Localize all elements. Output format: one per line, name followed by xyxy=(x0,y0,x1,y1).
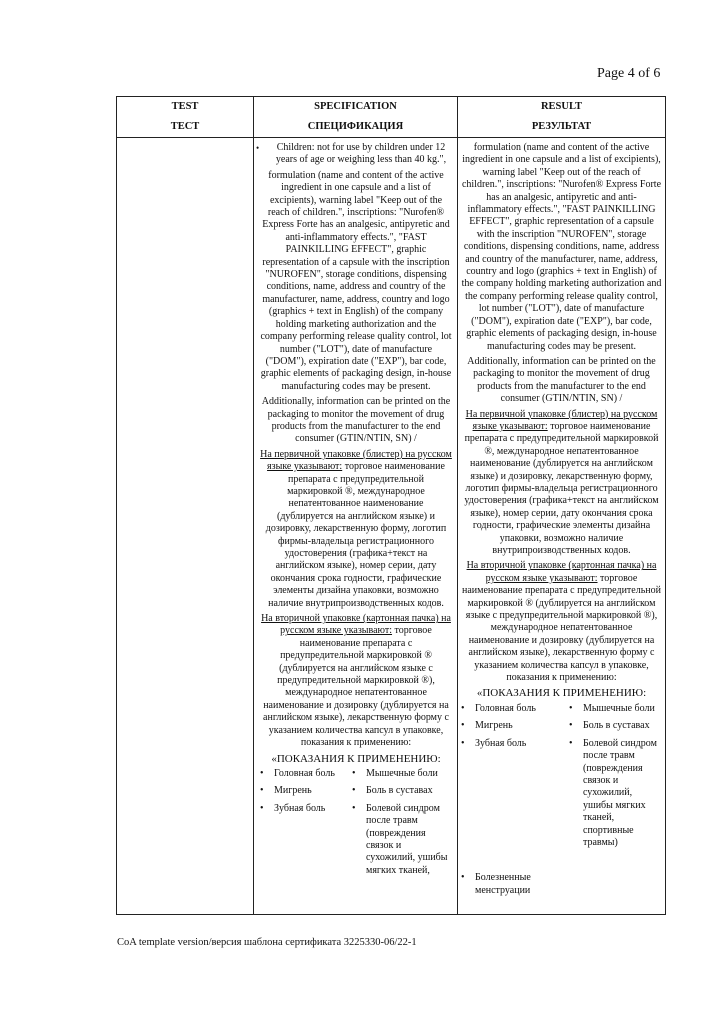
header-result xyxy=(458,97,666,138)
bullet-icon: • xyxy=(461,720,465,732)
specification-cell xyxy=(254,138,458,915)
spec-symptoms-list-1 xyxy=(260,768,352,882)
spec-primary-text: торговое наименование препарата с предупредительной маркировкой ®, международное непатентованное наименование (дублируется на английском языке) и дозировку, лекарственную форму, логотип фирмы-владельца регистрационного удостоверения (графика+текст на английском языке), номер серии, дату окончания срока годности, графические элементы дизайна упаковки, возможно наличие внутрипроизводственных кодов. xyxy=(265,461,447,609)
bullet-icon: • xyxy=(569,720,573,732)
header-test xyxy=(117,97,254,138)
specification-table xyxy=(116,96,666,915)
bullet-icon: • xyxy=(260,785,264,797)
result-secondary-heading: На вторичной упаковке (картонная пачка) на русском языке указывают: xyxy=(466,560,657,584)
spec-secondary-packaging xyxy=(260,613,452,749)
spec-primary-packaging xyxy=(260,449,452,610)
list-item: • Зубная боль xyxy=(260,802,326,814)
spec-formulation: formulation (name and content of the active ingredient in one capsule and a list of excipients), warning label "Keep out of the reach of children.", inscriptions: "Nurofen® Express Forte has an analgesic, antipyretic and anti-inflammatory effects.", "FAST PAINKILLING EFFECT", graphic representation of a capsule with the inscription "NUROFEN", storage conditions, dispensing conditions, name, address and country of the manufacturer, name, address, country and logo (graphics + text in English) of the company holding marketing authorization and the company performing release quality control, lot number ("LOT"), date of manufacture ("DOM"), expiration date ("EXP"), bar code, graphic elements of packaging design, in-house manufacturing codes may be present. xyxy=(260,169,452,392)
spec-secondary-heading: На вторичной упаковке (картонная пачка) на русском языке указывают: xyxy=(261,613,451,637)
result-symptoms-extra xyxy=(461,872,662,902)
header-result-en: RESULT xyxy=(540,101,583,112)
table-header-row xyxy=(117,97,666,138)
spec-indications-title: «ПОКАЗАНИЯ К ПРИМЕНЕНИЮ: xyxy=(271,752,441,765)
children-warning: • Children: not for use by children under 12 years of age or weighing less than 40 kg.", xyxy=(256,142,447,166)
bullet-icon: • xyxy=(461,872,465,884)
spec-symptoms-list-2 xyxy=(352,768,448,882)
list-item: • Боль в суставах xyxy=(569,720,650,732)
header-specification xyxy=(254,97,458,138)
result-symptoms-list-1 xyxy=(461,703,569,854)
spec-primary-heading: На первичной упаковке (блистер) на русском языке указывают: xyxy=(260,448,452,473)
bullet-icon: • xyxy=(569,702,573,714)
result-secondary-packaging xyxy=(461,560,662,684)
bullet-icon: • xyxy=(569,737,573,749)
bullet-icon: • xyxy=(352,785,356,797)
list-item: • Болезненные менструации xyxy=(461,872,531,896)
page-number: Page 4 of 6 xyxy=(597,66,661,81)
list-item: • Болевой синдром после травм (повреждения связок и сухожилий, ушибы мягких тканей, xyxy=(352,802,448,876)
list-item: • Зубная боль xyxy=(461,737,527,749)
result-formulation: formulation (name and content of the active ingredient in one capsule and a list of excipients), warning label "Keep out of the reach of children.", inscriptions: "Nurofen® Express Forte has an analgesic, antipyretic and anti-inflammatory effects.", "FAST PAINKILLING EFFECT", graphic representation of a capsule with the inscription "NUROFEN", storage conditions, dispensing conditions, name, address and country of the manufacturer, name, address, country and logo (graphics + text in English) of the company holding marketing authorization and the company performing release quality control, lot number ("LOT"), date of manufacture ("DOM"), expiration date ("EXP"), bar code, graphic elements of packaging design, in-house manufacturing codes may be present. xyxy=(461,142,662,352)
header-test-ru: ТЕСТ xyxy=(170,121,200,132)
footer-template-version: CoA template version/версия шаблона сертификата 3225330-06/22-1 xyxy=(117,937,417,948)
header-result-ru: РЕЗУЛЬТАТ xyxy=(531,121,592,132)
spec-secondary-text: торговое наименование препарата с предупредительной маркировкой ® (дублируется на английском языке с предупредительной маркировкой ®), международное непатентованное наименование и дозировку (дублируется на английском языке), лекарственную форму с указанием количества капсул в упаковке, показания к применению: xyxy=(263,625,449,749)
list-item: • Головная боль xyxy=(461,702,536,714)
list-item: • Боль в суставах xyxy=(352,785,433,797)
result-additionally: Additionally, information can be printed on the packaging to monitor the movement of drug products from the manufacturer to the end consumer (GTIN/NTIN, SN) / xyxy=(467,355,656,405)
list-item: • Мышечные боли xyxy=(352,767,438,779)
bullet-icon: • xyxy=(461,737,465,749)
list-item: • Головная боль xyxy=(260,767,335,779)
result-indications-title: «ПОКАЗАНИЯ К ПРИМЕНЕНИЮ: xyxy=(476,687,647,700)
bullet-icon: • xyxy=(352,767,356,779)
result-secondary-text: торговое наименование препарата с предупредительной маркировкой ® (дублируется на английском языке с предупредительной маркировкой ®), международное непатентованное наименование и дозировку (дублируется на английском языке), лекарственную форму с указанием количества капсул в упаковке, показания к применению: xyxy=(462,572,661,684)
bullet-icon: • xyxy=(260,802,264,814)
result-primary-packaging xyxy=(461,409,662,558)
result-primary-text: торговое наименование препарата с предупредительной маркировкой ®, международное непатентованное наименование (дублируется на английском языке) и дозировку, лекарственную форму, логотип фирмы-владельца регистрационного удостоверения (графика+текст на английском языке), номер серии, дату окончания срока годности, графические элементы дизайна упаковки, возможно наличие внутрипроизводственных кодов. xyxy=(464,420,659,556)
bullet-icon: • xyxy=(352,802,356,814)
result-symptoms xyxy=(461,703,662,854)
spec-symptoms xyxy=(260,768,452,882)
result-symptoms-list-2 xyxy=(569,703,661,854)
bullet-icon: • xyxy=(256,143,260,153)
list-item: • Мигрень xyxy=(461,720,513,732)
test-cell xyxy=(117,138,254,915)
header-spec-en: SPECIFICATION xyxy=(314,101,397,112)
list-item: • Болевой синдром после травм (повреждения связок и сухожилий, ушибы мягких тканей, спортивные травмы) xyxy=(569,737,657,848)
header-spec-ru: СПЕЦИФИКАЦИЯ xyxy=(307,121,404,132)
bullet-icon: • xyxy=(260,767,264,779)
header-test-en: TEST xyxy=(171,101,199,112)
result-primary-heading: На первичной упаковке (блистер) на русском языке указывают: xyxy=(465,408,658,432)
list-item: • Мигрень xyxy=(260,785,312,797)
spec-additionally: Additionally, information can be printed on the packaging to monitor the movement of drug products from the manufacturer to the end consumer (GTIN/NTIN, SN) / xyxy=(261,396,451,445)
result-cell xyxy=(458,138,666,915)
list-item: • Мышечные боли xyxy=(569,702,655,714)
bullet-icon: • xyxy=(461,702,465,714)
table-body-row xyxy=(117,138,666,915)
